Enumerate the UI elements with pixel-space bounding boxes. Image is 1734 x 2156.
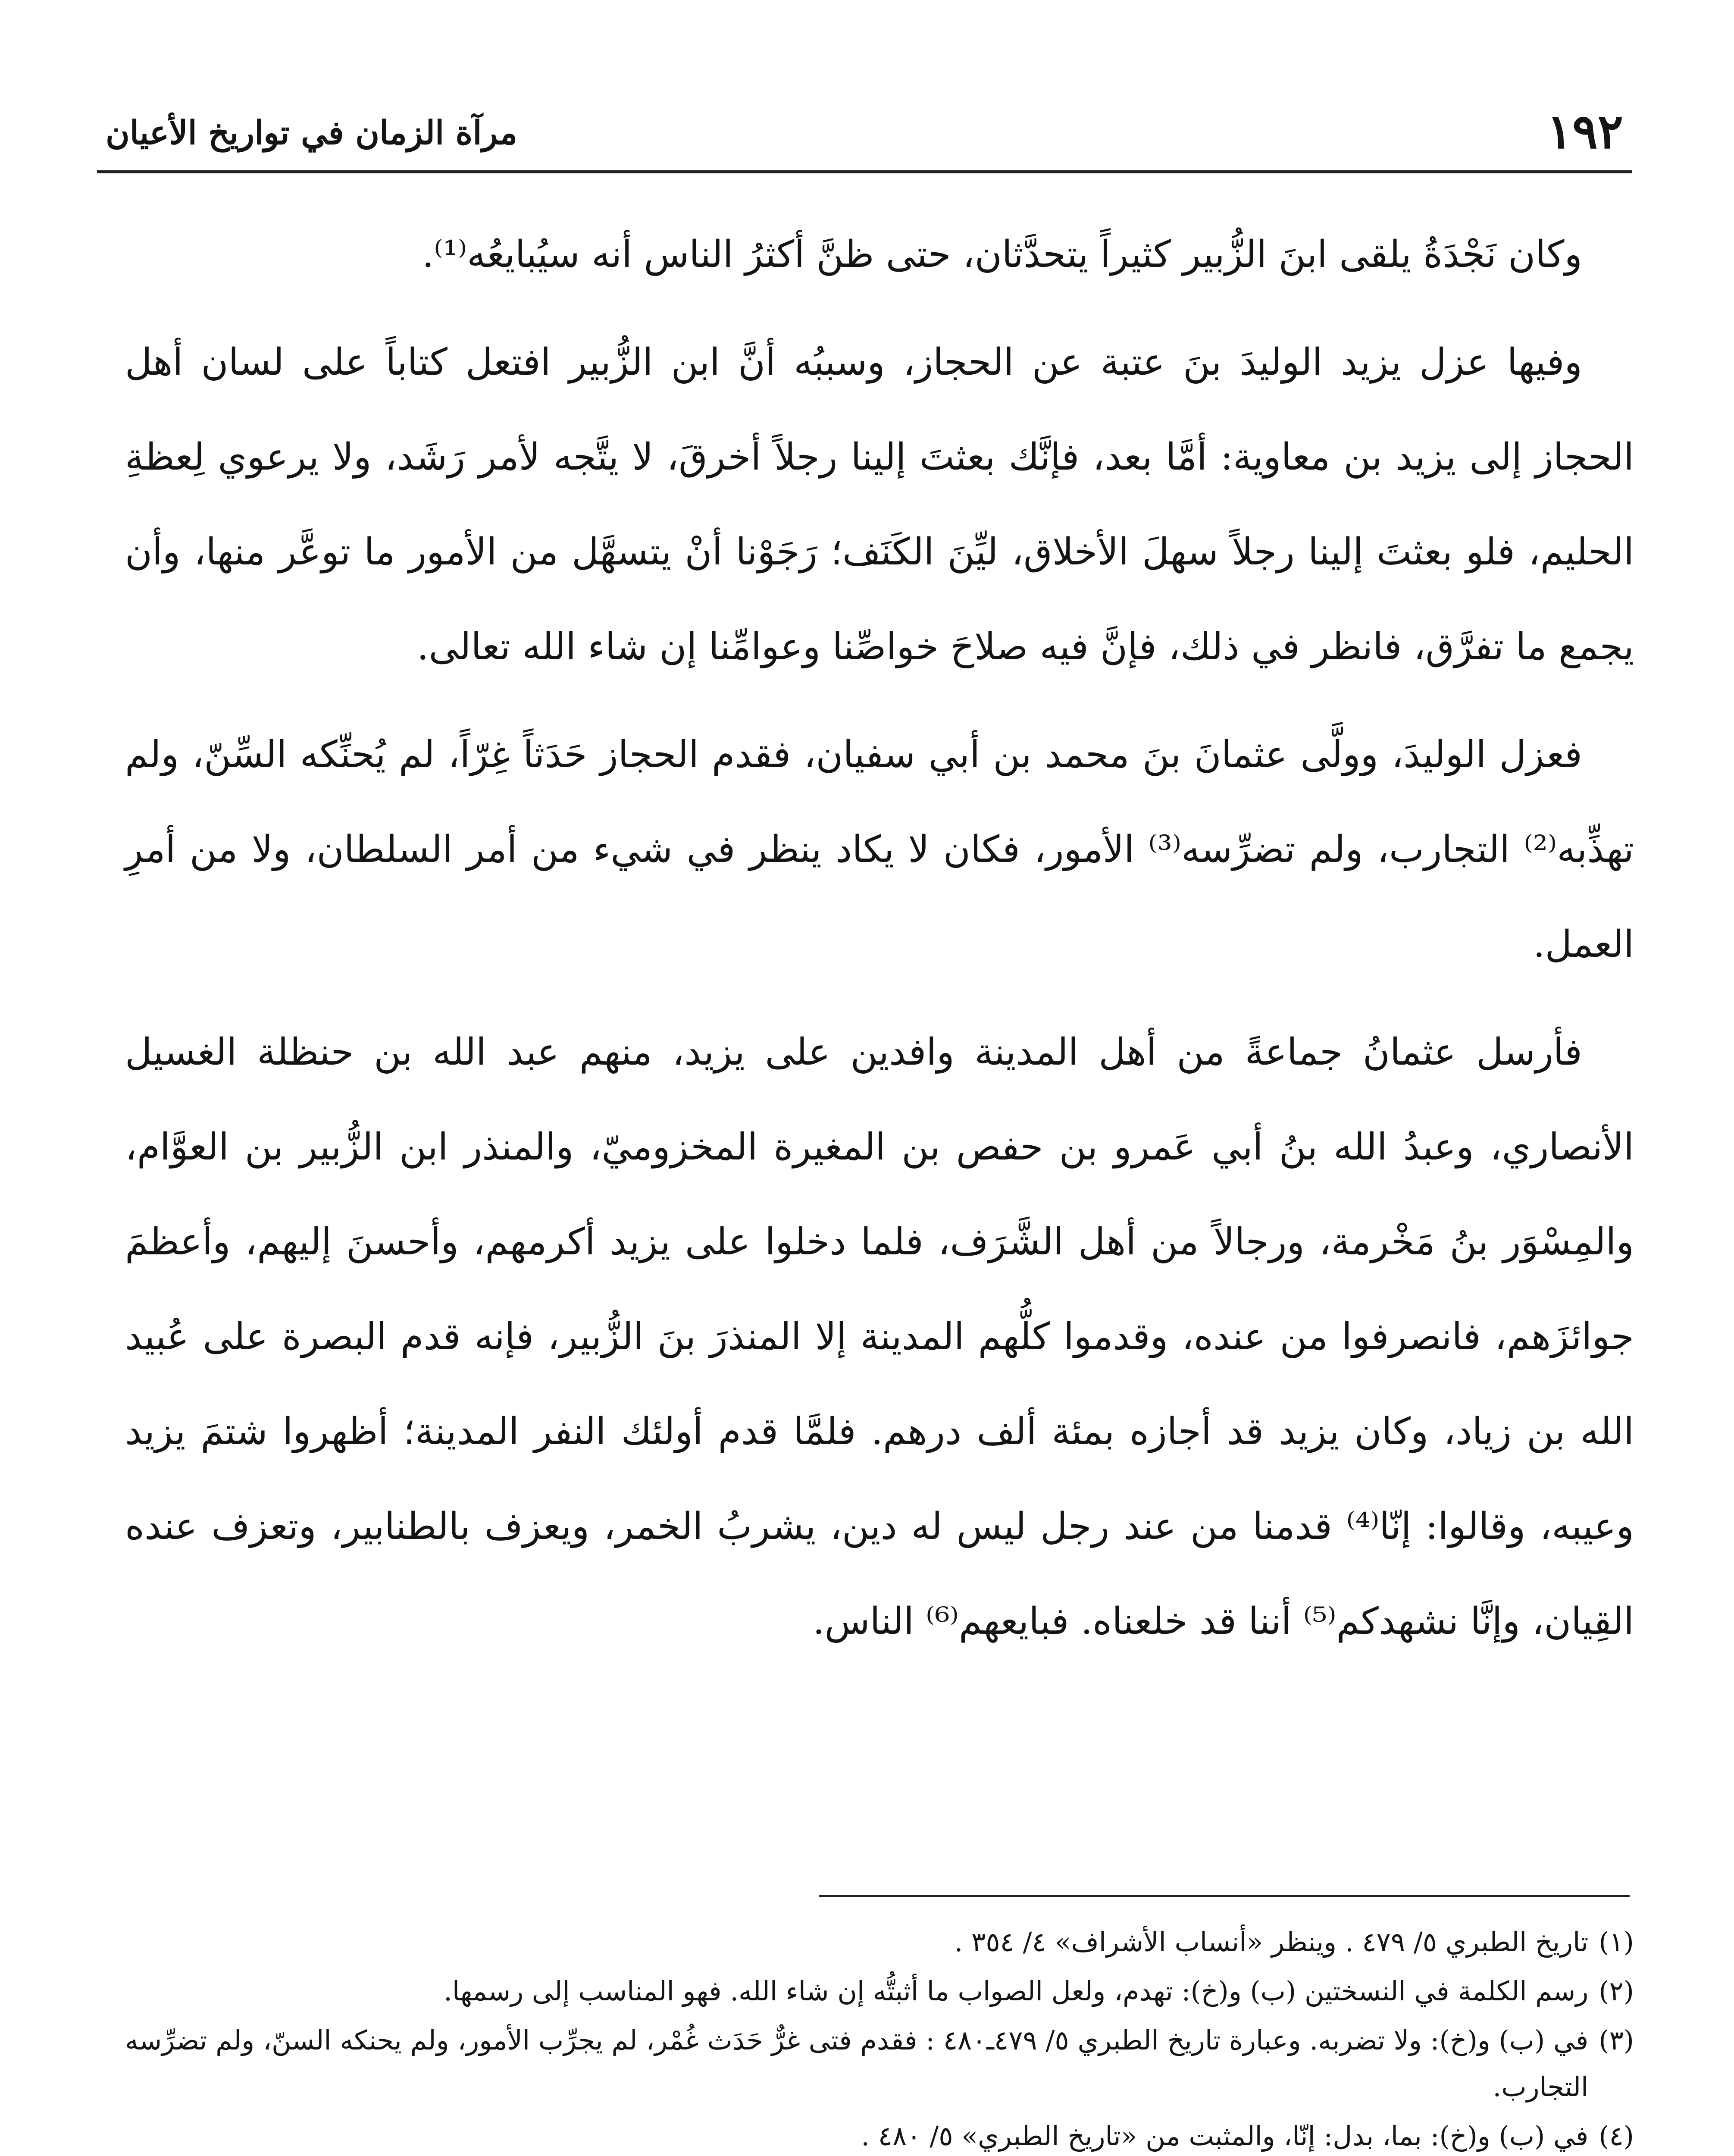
footnote-text: رسم الكلمة في النسختين (ب) و(خ): تهدم، ولعل الصواب ما أثبتُّه إن شاء الله. فهو المناسب إلى رسمها. — [444, 1975, 1589, 2007]
page-number: ١٩٢ — [1546, 103, 1623, 159]
footnote-number: (٤) — [1599, 2120, 1634, 2152]
footnote-text: في (ب) و(خ): بما، بدل: إنّا، والمثبت من «تاريخ الطبري» ٥/ ٤٨٠ . — [861, 2120, 1589, 2152]
footnote-number: (٢) — [1599, 1975, 1634, 2007]
main-text — [125, 207, 1634, 1682]
header-divider — [97, 170, 1632, 173]
footnote — [125, 1968, 1634, 2015]
footnote — [125, 2017, 1634, 2110]
footnote-divider — [819, 1895, 1630, 1897]
running-title: مرآة الزمان في تواريخ الأعيان — [106, 113, 518, 152]
paragraph: وفيها عزل يزيد الوليدَ بنَ عتبة عن الحجاز، وسببُه أنَّ ابن الزُّبير افتعل كتاباً على لسان أهل الحجاز إلى يزيد بن معاوية: أمَّا بعد، فإنَّك بعثتَ إلينا رجلاً أخرقَ، لا يتَّجه لأمر رَشَد، ولا يرعوي لِعظةِ الحليم، فلو بعثتَ إلينا رجلاً سهلَ الأخلاق، ليِّنَ الكَنَف؛ رَجَوْنا أنْ يتسهَّل من الأمور ما توعَّر منها، وأن يجمع ما تفرَّق، فانظر في ذلك، فإنَّ فيه صلاحَ خواصِّنا وعوامِّنا إن شاء الله تعالى. — [125, 341, 1634, 668]
paragraph: وكان نَجْدَةُ يلقى ابنَ الزُّبير كثيراً يتحدَّثان، حتى ظنَّ أكثرُ الناس أنه سيُبايعُه⁽¹⁾. — [422, 233, 1582, 276]
footnote-text: في (ب) و(خ): ولا تضربه. وعبارة تاريخ الطبري ٥/ ٤٧٩ـ٤٨٠ : فقدم فتى غرٌّ حَدَث غُمْر، لم يجرِّب الأمور، ولم يحنكه السنّ، ولم تضرِّسه التجارب. — [125, 2024, 1589, 2103]
footnote-number: (١) — [1599, 1926, 1634, 1958]
footnote — [125, 1919, 1634, 1965]
footnotes — [125, 1919, 1634, 2156]
page-header — [97, 99, 1632, 172]
paragraph: فعزل الوليدَ، وولَّى عثمانَ بنَ محمد بن أبي سفيان، فقدم الحجاز حَدَثاً غِرّاً، لم يُحنِّكه السِّنّ، ولم تهذِّبه⁽²⁾ التجارب، ولم تضرِّسه⁽³⁾ الأمور، فكان لا يكاد ينظر في شيء من أمر السلطان، ولا من أمرِ العمل. — [125, 733, 1634, 966]
footnote-number: (٣) — [1599, 2024, 1634, 2056]
footnote-text: تاريخ الطبري ٥/ ٤٧٩ . وينظر «أنساب الأشراف» ٤/ ٣٥٤ . — [954, 1926, 1589, 1958]
paragraph: فأرسل عثمانُ جماعةً من أهل المدينة وافدين على يزيد، منهم عبد الله بن حنظلة الغسيل الأنصاري، وعبدُ الله بنُ أبي عَمرو بن حفص بن المغيرة المخزوميّ، والمنذر ابن الزُّبير بن العوَّام، والمِسْوَر بنُ مَخْرمة، ورجالاً من أهل الشَّرَف، فلما دخلوا على يزيد أكرمهم، وأحسنَ إليهم، وأعظمَ جوائزَهم، فانصرفوا من عنده، وقدموا كلُّهم المدينة إلا المنذرَ بنَ الزُّبير، فإنه قدم البصرة على عُبيد الله بن زياد، وكان يزيد قد أجازه بمئة ألف درهم. فلمَّا قدم أولئك النفر المدينة؛ أظهروا شتمَ يزيد وعيبه، وقالوا: إنّا⁽⁴⁾ قدمنا من عند رجل ليس له دين، يشربُ الخمر، ويعزف بالطنابير، وتعزف عنده القِيان، وإنَّا نشهدكم⁽⁵⁾ أننا قد خلعناه. فبايعهم⁽⁶⁾ الناس. — [125, 1031, 1634, 1643]
footnote — [125, 2113, 1634, 2156]
